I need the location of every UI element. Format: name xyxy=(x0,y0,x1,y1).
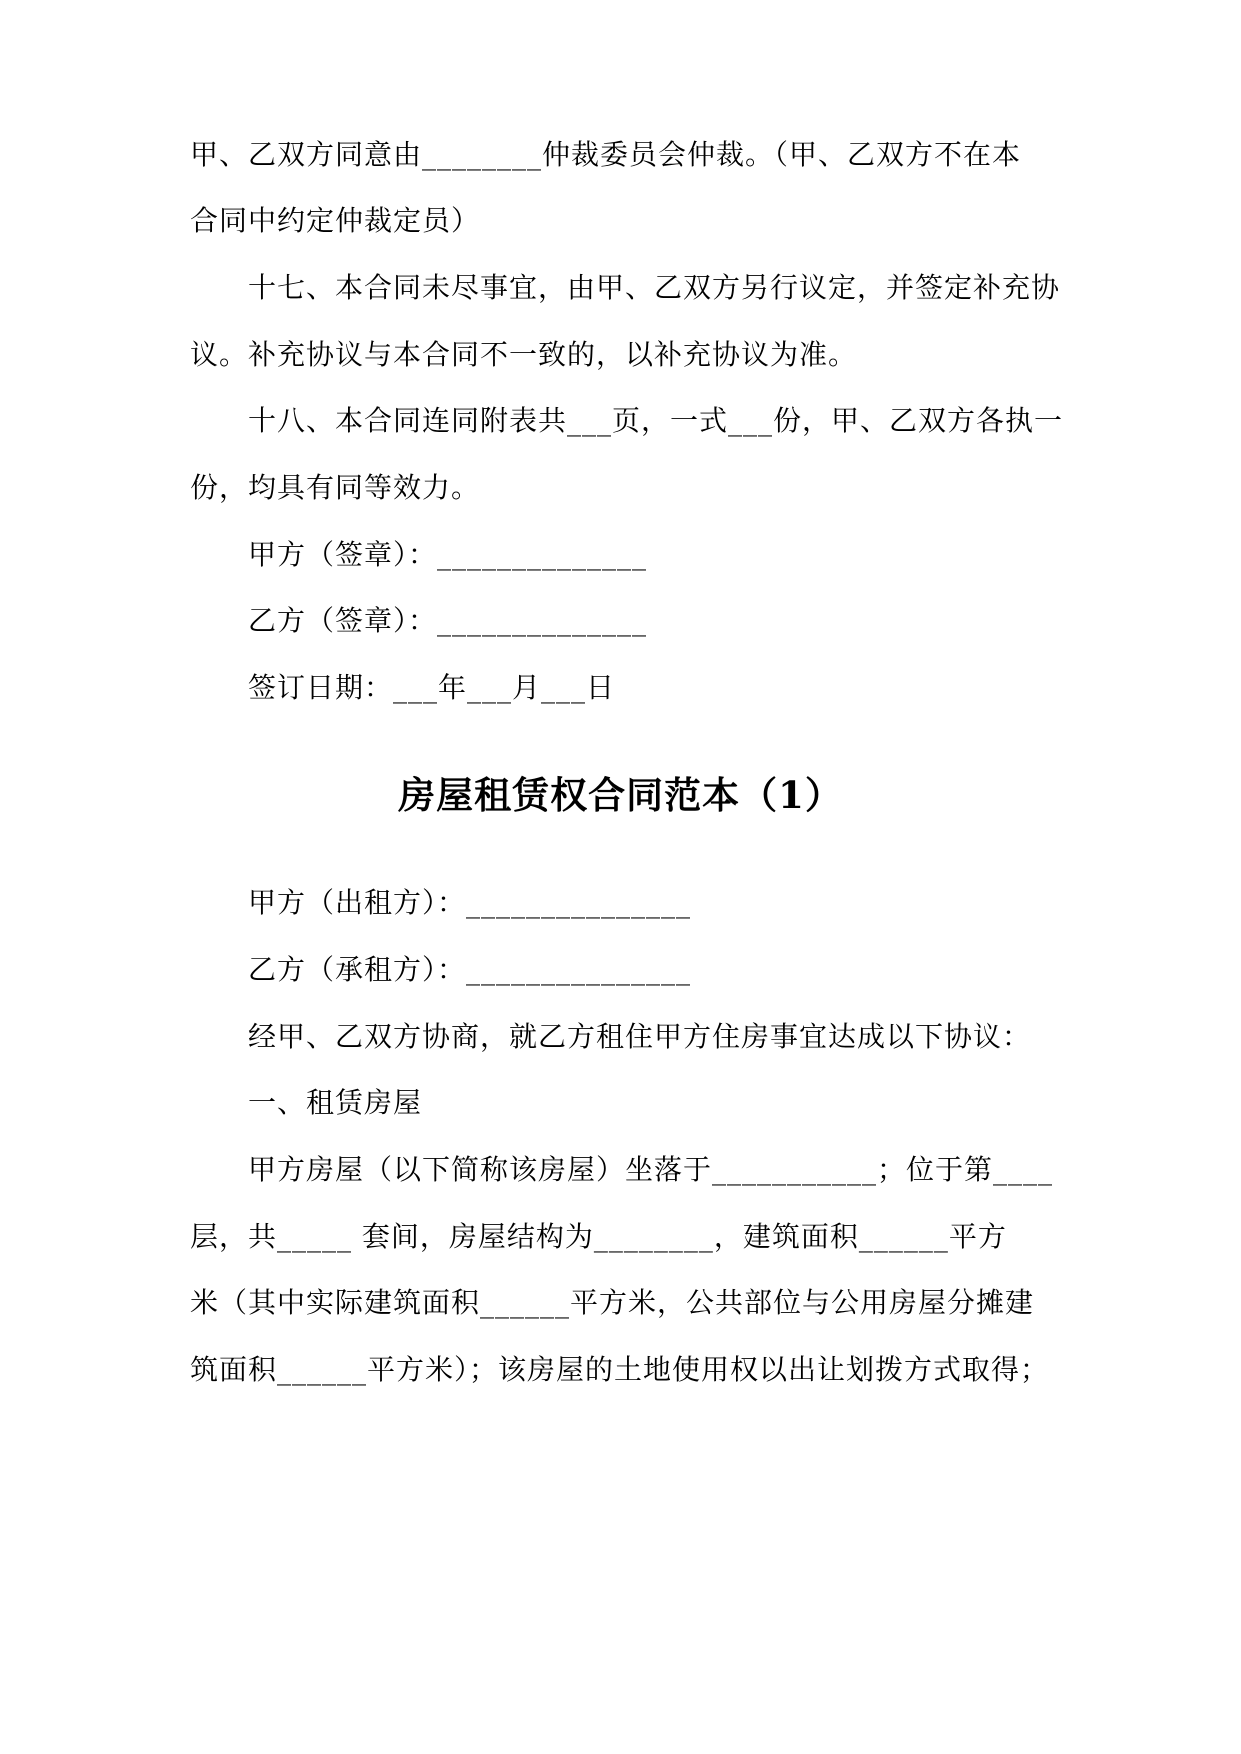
paragraph-line: 经甲、乙双方协商，就乙方租住甲方住房事宜达成以下协议： xyxy=(248,1020,1032,1053)
paragraph-line: 层，共_____ 套间，房屋结构为________，建筑面积______平方 xyxy=(190,1220,1007,1253)
paragraph-line: 米（其中实际建筑面积______平方米，公共部位与公用房屋分摊建 xyxy=(190,1286,1035,1319)
signing-date-line: 签订日期：___年___月___日 xyxy=(248,671,616,704)
party-b-lessee-line: 乙方（承租方）：_______________ xyxy=(248,953,692,986)
party-a-lessor-line: 甲方（出租方）：_______________ xyxy=(248,886,692,919)
paragraph-line: 议。补充协议与本合同不一致的，以补充协议为准。 xyxy=(190,338,858,371)
paragraph-line: 份，均具有同等效力。 xyxy=(190,471,481,504)
paragraph-line: 十七、本合同未尽事宜，由甲、乙双方另行议定，并签定补充协 xyxy=(248,271,1061,304)
paragraph-line: 十八、本合同连同附表共___页，一式___份，甲、乙双方各执一 xyxy=(248,404,1064,437)
party-a-signature-line: 甲方（签章）：______________ xyxy=(248,538,648,571)
paragraph-line: 筑面积______平方米）；该房屋的土地使用权以出让划拨方式取得； xyxy=(190,1353,1050,1386)
party-b-signature-line: 乙方（签章）：______________ xyxy=(248,604,648,637)
paragraph-line: 甲、乙双方同意由________仲裁委员会仲裁。（甲、乙双方不在本 xyxy=(190,138,1022,171)
paragraph-line: 甲方房屋（以下简称该房屋）坐落于___________；位于第____ xyxy=(248,1153,1054,1186)
paragraph-line: 合同中约定仲裁定员） xyxy=(190,204,481,237)
document-title: 房屋租赁权合同范本（1） xyxy=(398,773,843,817)
section-heading: 一、租赁房屋 xyxy=(248,1086,423,1119)
